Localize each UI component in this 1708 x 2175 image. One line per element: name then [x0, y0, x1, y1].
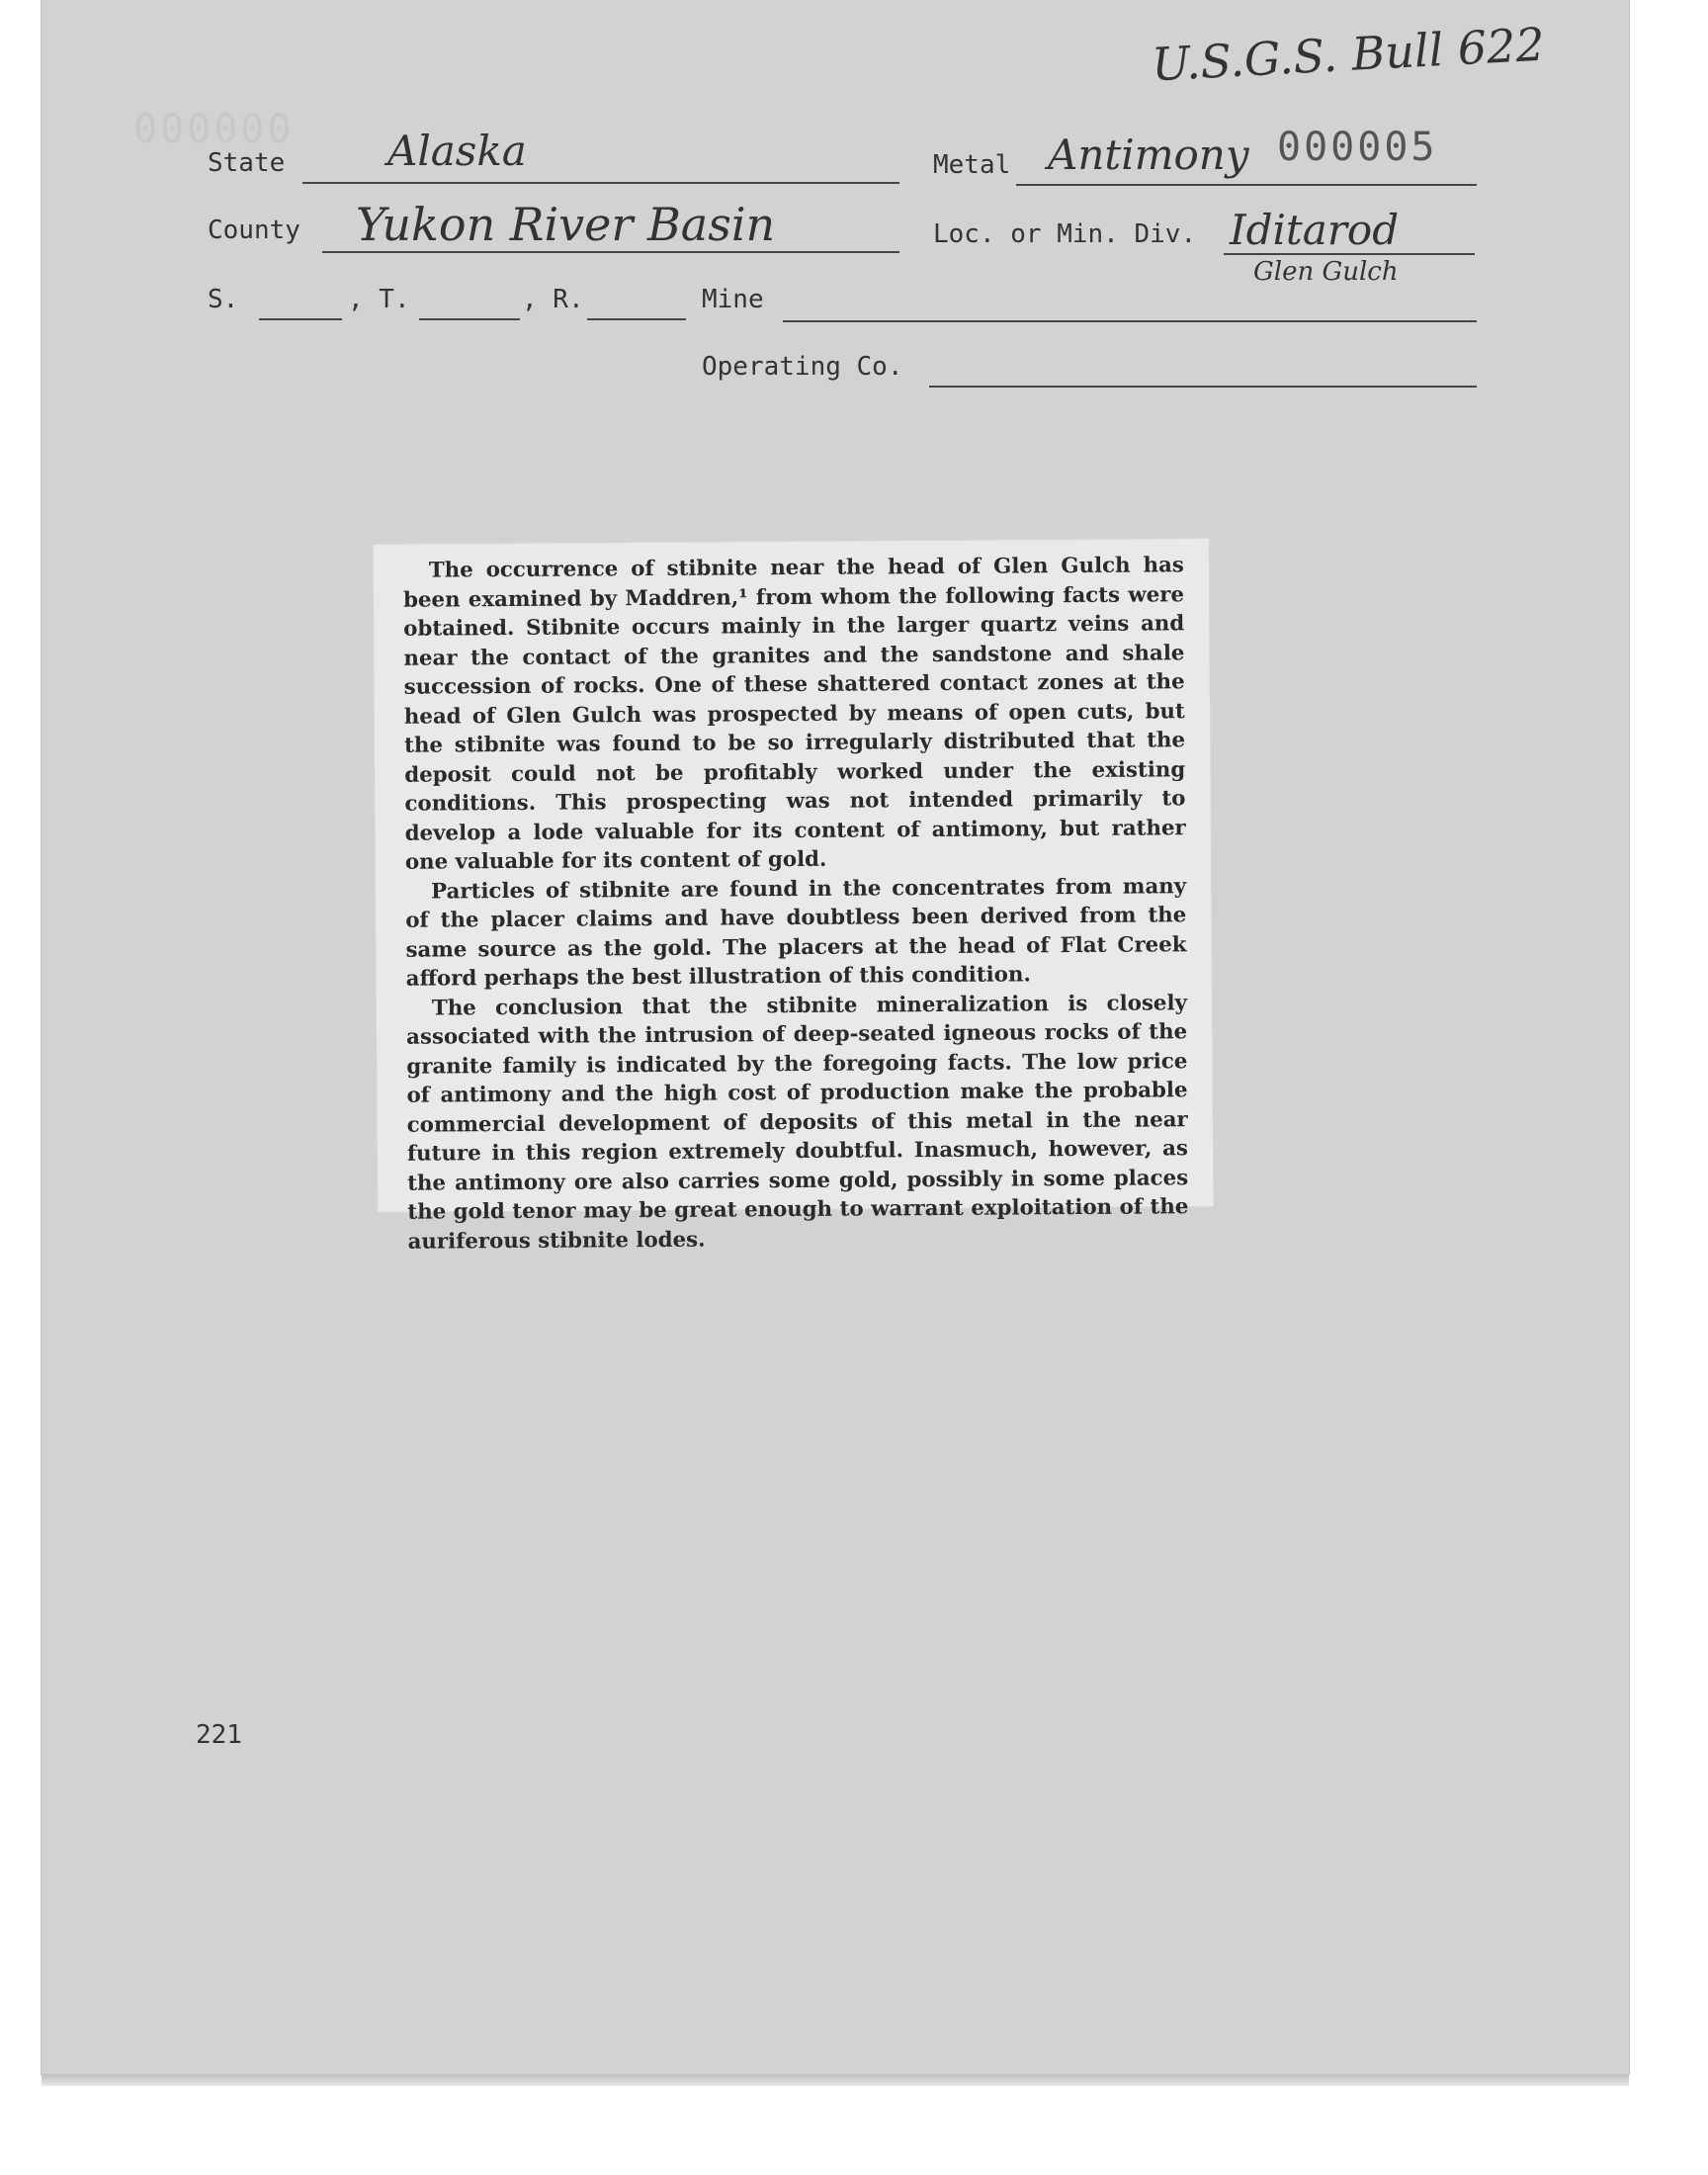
state-value: Alaska — [387, 127, 527, 175]
clipping-paragraph: The occurrence of stibnite near the head of Glen Gulch has been examined by Maddren,¹ from whom the following facts were obtained. Stibnite occurs mainly in the larger quartz veins and near the contact of the granites and the sandstone and shale succession of rocks. One of these shattered contact zones at the head of Glen Gulch was prospected by means of open cuts, but the stibnite was found to be so irregularly distributed that the deposit could not be profitably worked under the existing conditions. This prospecting was not intended primarily to develop a lode valuable for its content of antimony, but rather one valuable for its content of gold. — [402, 553, 1186, 875]
metal-line — [1016, 184, 1477, 186]
page-number: 221 — [196, 1720, 242, 1750]
sheet-bottom-edge — [42, 2074, 1629, 2086]
loc-subvalue: Glen Gulch — [1253, 257, 1399, 287]
clipping-paragraph: Particles of stibnite are found in the concentrates from many of the placer claims and have doubtless been derived from the same source as the gold. The placers at the head of Flat Creek afford perhaps the best illustration of this condition. — [405, 873, 1187, 992]
county-value: Yukon River Basin — [356, 198, 776, 251]
county-label: County — [208, 216, 300, 245]
r-label: , R. — [522, 285, 584, 314]
state-label: State — [208, 148, 286, 178]
faint-stamp-number: 000000 — [130, 107, 292, 152]
s-label: S. — [208, 285, 239, 314]
metal-label: Metal — [933, 150, 1011, 180]
loc-value: Iditarod — [1230, 206, 1400, 254]
mine-label: Mine — [702, 285, 764, 314]
clipping-text — [403, 551, 1189, 1256]
stamp-number: 000005 — [1277, 125, 1438, 170]
clipping-paragraph: The conclusion that the stibnite mineralization is closely associated with the intrusion of deep-seated igneous rocks of the granite family is indicated by the foregoing facts. The low price of antimony and the high cost of production make the probable commercial development of deposits of this metal in the near future in this region extremely doubtful. Inasmuch, however, as the antimony ore also carries some gold, possibly in some places the gold tenor may be great enough to warrant exploitation of the auriferous stibnite lodes. — [406, 990, 1189, 1255]
mine-line — [783, 320, 1477, 322]
s-line — [259, 318, 342, 320]
bulletin-note: U.S.G.S. Bull 622 — [1150, 17, 1546, 92]
t-line — [419, 318, 520, 320]
t-label: , T. — [348, 285, 410, 314]
operating-line — [929, 386, 1477, 388]
text-clipping — [374, 539, 1214, 1255]
operating-label: Operating Co. — [702, 352, 903, 382]
loc-label: Loc. or Min. Div. — [933, 219, 1197, 249]
r-line — [587, 318, 686, 320]
metal-value: Antimony — [1048, 130, 1249, 179]
state-line — [302, 182, 899, 184]
county-line — [322, 251, 899, 253]
